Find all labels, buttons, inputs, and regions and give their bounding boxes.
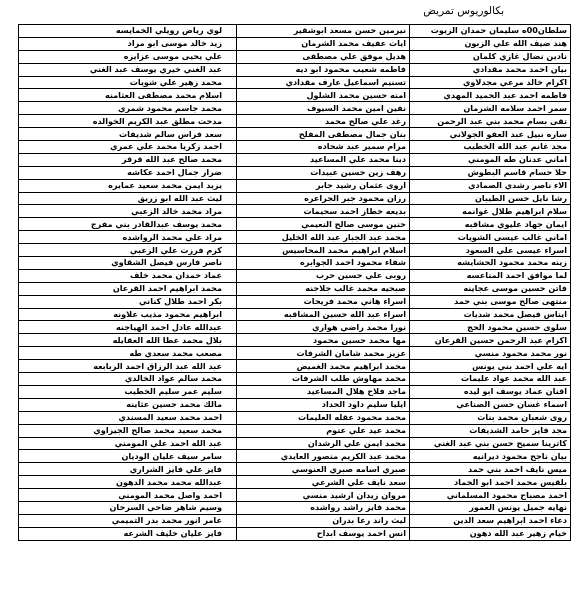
table-row: [19, 25, 571, 38]
student-name-cell: نورا محمد راضي هواري: [237, 321, 410, 334]
table-row: [19, 398, 571, 411]
student-name-cell: محمد ايمن علي الرشدان: [237, 437, 410, 450]
student-name-cell: سلام ابراهيم طلال غوانمه: [410, 205, 571, 218]
student-name-cell: احمد زكريا محمد علي عمري: [19, 141, 237, 154]
student-name-cell: نور محمد محمود منسي: [410, 347, 571, 360]
student-name-cell: محمد ابراهيم احمد القرعان: [19, 282, 237, 295]
student-name-cell: اكرام خالد مرعي مجدلاوي: [410, 76, 571, 89]
table-row: [19, 463, 571, 476]
student-name-cell: محمد عبد الجبار عبد الله الخليل: [237, 231, 410, 244]
student-name-cell: تقى بسام محمد بني عبد الرحمن: [410, 115, 571, 128]
student-name-cell: محمد فايز راشد رواشده: [237, 501, 410, 514]
table-row: [19, 476, 571, 489]
student-name-cell: محمد زهير علي شويات: [19, 76, 237, 89]
student-name-cell: رزان محمود جبر الجراعره: [237, 192, 410, 205]
table-row: [19, 63, 571, 76]
table-row: [19, 141, 571, 154]
student-name-cell: فايز علي فايز الشراري: [19, 463, 237, 476]
student-name-cell: فايز عليان خليف الشرعه: [19, 527, 237, 540]
student-name-cell: زيد خالد موسى ابو مراد: [19, 37, 237, 50]
student-name-cell: حنين موسى صالح النعيمي: [237, 218, 410, 231]
student-name-cell: محمد يوسف عبدالقادر بني مفرج: [19, 218, 237, 231]
student-name-cell: محمد سعيد محمد صالح الجيزاوي: [19, 424, 237, 437]
table-row: [19, 218, 571, 231]
student-name-cell: اسراء عيسى علي السعود: [410, 244, 571, 257]
student-name-cell: اقنان عماد يوسف ابو ليده: [410, 385, 571, 398]
student-name-cell: يزيد ايمن محمد سعيد عمايره: [19, 179, 237, 192]
student-name-cell: ابراهيم محمود مذيب علاونه: [19, 308, 237, 321]
student-name-cell: صبحيه محمد غالب جلاجنه: [237, 282, 410, 295]
table-row: [19, 282, 571, 295]
student-name-cell: رشا نايل حسن الطيبان: [410, 192, 571, 205]
table-row: [19, 489, 571, 502]
student-name-cell: علي يحيى موسى عزايزه: [19, 50, 237, 63]
student-name-cell: بديعه خطاز احمد سحيمات: [237, 205, 410, 218]
table-row: [19, 360, 571, 373]
student-name-cell: تسنيم اسماعيل عارف مقدادي: [237, 76, 410, 89]
table-row: [19, 385, 571, 398]
student-name-cell: اروى عثمان رشيد جابر: [237, 179, 410, 192]
student-name-cell: وسيم شاهر ضاحي السرحان: [19, 501, 237, 514]
table-row: [19, 334, 571, 347]
table-row: [19, 514, 571, 527]
student-name-cell: مها محمد حسين محمود: [237, 334, 410, 347]
student-name-cell: عبد الله عبد الرزاق احمد الربابعه: [19, 360, 237, 373]
student-name-cell: خيام زهير عبد الله دهون: [410, 527, 571, 540]
student-name-cell: محمد عبد الكريم منصور العايدي: [237, 450, 410, 463]
student-name-cell: ضرار جمال احمد عكاشه: [19, 166, 237, 179]
student-name-cell: بنان جمال مصطفى المفلح: [237, 128, 410, 141]
table-row: [19, 295, 571, 308]
student-name-cell: صبري اسامه صبري العنوسي: [237, 463, 410, 476]
student-name-cell: روبى علي حسين حرب: [237, 269, 410, 282]
student-name-cell: بيان ناجح محمود ديرانيه: [410, 450, 571, 463]
table-row: [19, 321, 571, 334]
student-name-cell: نهايه جميل يونس العمور: [410, 501, 571, 514]
table-row: [19, 373, 571, 386]
student-name-cell: عامر انور محمد بدر التميمي: [19, 514, 237, 527]
student-name-cell: لوي رياض رويلي الخمايسه: [19, 25, 237, 38]
table-row: [19, 347, 571, 360]
table-row: [19, 89, 571, 102]
student-name-cell: اسلام محمد مصطفى العثامنه: [19, 89, 237, 102]
student-name-cell: احمد محمد سعيد المسندي: [19, 411, 237, 424]
table-row: [19, 128, 571, 141]
student-name-cell: بلقيس محمد احمد ابو الحماد: [410, 476, 571, 489]
student-name-cell: روى شعبان محمد بنات: [410, 411, 571, 424]
table-row: [19, 257, 571, 270]
student-name-cell: امنه حسين محمد الشلول: [237, 89, 410, 102]
table-row: [19, 153, 571, 166]
student-name-cell: عبدالله عادل احمد الهياجنه: [19, 321, 237, 334]
student-name-cell: فاطمه شعيب محمود ابو ديه: [237, 63, 410, 76]
student-name-cell: احمد واصل محمد المومني: [19, 489, 237, 502]
student-name-cell: ايناس فيصل محمد شديات: [410, 308, 571, 321]
student-name-cell: اماني عدنان طه المومني: [410, 153, 571, 166]
student-name-cell: زينه محمد محمود الحشايشه: [410, 257, 571, 270]
student-name-cell: هند ضيف الله علي الزبون: [410, 37, 571, 50]
table-row: [19, 411, 571, 424]
table-row: [19, 50, 571, 63]
student-name-cell: فاتن حسين موسى عجاينه: [410, 282, 571, 295]
student-name-cell: دعاء احمد ابراهيم سعد الدين: [410, 514, 571, 527]
student-name-cell: كاترينا سميح حسن بني عبد الغني: [410, 437, 571, 450]
table-row: [19, 192, 571, 205]
student-name-cell: نادين نضال غازي كلمان: [410, 50, 571, 63]
student-name-cell: احمد مصباح محمود المسلماني: [410, 489, 571, 502]
student-name-cell: مصعب محمد سعدي طه: [19, 347, 237, 360]
student-name-cell: ايمان جهاد عليوي مشاقبه: [410, 218, 571, 231]
student-name-cell: رهف زين حسين عبيدات: [237, 166, 410, 179]
student-name-cell: رغد علي صالح محمد: [237, 115, 410, 128]
student-name-cell: ناصر فارس فيصل الشقاوي: [19, 257, 237, 270]
student-name-cell: الاء ناصر رشدي الصمادي: [410, 179, 571, 192]
student-name-cell: لما موافق احمد المناعسه: [410, 269, 571, 282]
students-table: [18, 24, 571, 541]
table-row: [19, 205, 571, 218]
student-name-cell: سمر احمد سلامه الشرمان: [410, 102, 571, 115]
table-row: [19, 231, 571, 244]
student-name-cell: سلطان00ه سليمان حمدان الزيوت: [410, 25, 571, 38]
student-name-cell: مدحت مطلق عبد الكريم الخوالده: [19, 115, 237, 128]
student-name-cell: اسراء هاني محمد فريحات: [237, 295, 410, 308]
student-name-cell: ميس نايف احمد بني حمد: [410, 463, 571, 476]
student-name-cell: ايليا سليم داود الحداد: [237, 398, 410, 411]
student-name-cell: سليم عمر سليم الخطيب: [19, 385, 237, 398]
student-name-cell: بكر احمد طلال كناني: [19, 295, 237, 308]
table-row: [19, 166, 571, 179]
student-name-cell: ايه علي احمد بني يونس: [410, 360, 571, 373]
student-name-cell: عبد الله محمد عواد عليمات: [410, 373, 571, 386]
table-row: [19, 501, 571, 514]
student-name-cell: محمد مهاوش طلب الشرفات: [237, 373, 410, 386]
table-row: [19, 308, 571, 321]
student-name-cell: انس احمد يوسف ابداح: [237, 527, 410, 540]
page-title: بكالوريوس تمريض: [423, 5, 504, 17]
table-row: [19, 179, 571, 192]
student-name-cell: مرام سمير عبد شحاده: [237, 141, 410, 154]
student-name-cell: عماد حمدان محمد خلف: [19, 269, 237, 282]
student-name-cell: سلوى حسين محمود الحج: [410, 321, 571, 334]
student-name-cell: بلال محمد عطا الله العقايله: [19, 334, 237, 347]
student-name-cell: مالك محمد حسين عثاينه: [19, 398, 237, 411]
student-name-cell: منتهى صالح موسى بني حمد: [410, 295, 571, 308]
table-row: [19, 527, 571, 540]
student-name-cell: نيرمين حسن مسعد ابوشقير: [237, 25, 410, 38]
student-name-cell: مراد محمد خالد الزعبي: [19, 205, 237, 218]
student-name-cell: اكرام عبد الرحمن حسين القرعان: [410, 334, 571, 347]
student-name-cell: محمد سالم عواد الخالدي: [19, 373, 237, 386]
student-name-cell: فاطمه احمد عبد الحميد المهدي: [410, 89, 571, 102]
student-name-cell: محمد جاسم محمود شمري: [19, 102, 237, 115]
student-name-cell: هديل موفق علي مصطفى: [237, 50, 410, 63]
student-name-cell: ايات عفيف محمد الشرمان: [237, 37, 410, 50]
student-name-cell: محمد عيد علي عتوم: [237, 424, 410, 437]
student-name-cell: ساره نبيل عبد العفو الجولاني: [410, 128, 571, 141]
student-name-cell: نفين امين محمد السيوف: [237, 102, 410, 115]
table-row: [19, 76, 571, 89]
student-name-cell: محمد ابراهيم محمد الغميض: [237, 360, 410, 373]
table-row: [19, 244, 571, 257]
table-row: [19, 269, 571, 282]
table-row: [19, 424, 571, 437]
student-name-cell: عبدالله محمد محمد الدهون: [19, 476, 237, 489]
table-row: [19, 37, 571, 50]
student-name-cell: حلا حسام قاسم البطوش: [410, 166, 571, 179]
student-name-cell: عبد الله احمد علي المومني: [19, 437, 237, 450]
student-name-cell: اماني غالب عيسى الشويات: [410, 231, 571, 244]
student-name-cell: اسلام ابراهيم محمد المحاسيس: [237, 244, 410, 257]
student-name-cell: محمد صالح عبد الله قرقز: [19, 153, 237, 166]
student-name-cell: سعد فراس سالم شديفات: [19, 128, 237, 141]
student-name-cell: مراد علي محمد الرواشده: [19, 231, 237, 244]
student-name-cell: مجد غانم عبد الله الخطيب: [410, 141, 571, 154]
student-name-cell: سعد نايف علي الشرعي: [237, 476, 410, 489]
student-name-cell: ليث راند رعا بدران: [237, 514, 410, 527]
student-name-cell: اسراء عبد الله حسين المشاقبه: [237, 308, 410, 321]
student-name-cell: اسماء غسان حسن الصناعي: [410, 398, 571, 411]
student-name-cell: دينا محمد علي المساعيد: [237, 153, 410, 166]
student-name-cell: مروان زيدان ارشيد منسي: [237, 489, 410, 502]
student-name-cell: عزيز محمد شامان الشرفات: [237, 347, 410, 360]
student-name-cell: كرم فرزت علي الزعبي: [19, 244, 237, 257]
student-name-cell: مجد فايز حامد الشديفات: [410, 424, 571, 437]
table-row: [19, 437, 571, 450]
student-name-cell: عبد الغني خيري يوسف عبد الغني: [19, 63, 237, 76]
student-name-cell: شفاء محمود احمد الجوابره: [237, 257, 410, 270]
student-name-cell: ماجد فلاح هلال المساعيد: [237, 385, 410, 398]
student-name-cell: محمد محمود عقله العليمات: [237, 411, 410, 424]
table-row: [19, 115, 571, 128]
student-name-cell: سامر سيف عليان الوديان: [19, 450, 237, 463]
students-table-body: [19, 25, 571, 541]
student-name-cell: ليث عبد الله ابو زريق: [19, 192, 237, 205]
student-name-cell: بيان احمد محمد مقدادي: [410, 63, 571, 76]
table-row: [19, 102, 571, 115]
table-row: [19, 450, 571, 463]
